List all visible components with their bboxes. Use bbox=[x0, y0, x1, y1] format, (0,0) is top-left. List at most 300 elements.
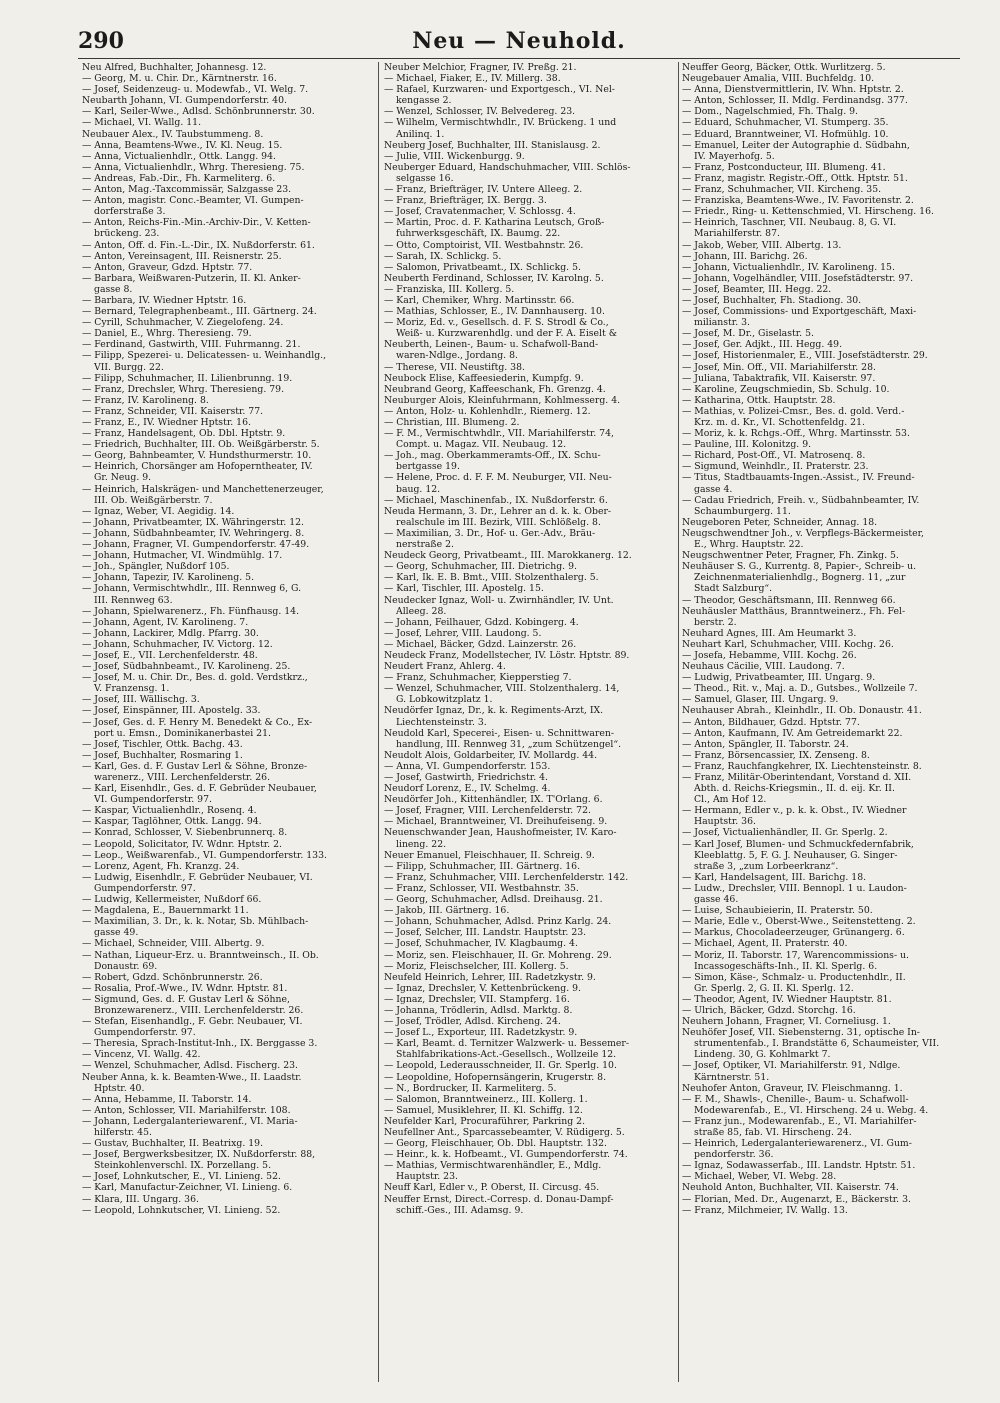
directory-entry: Schaumburgerg. 11. bbox=[694, 505, 791, 517]
directory-entry: lineng. 22. bbox=[396, 838, 447, 850]
directory-entry: Neuber Melchior, Fragner, IV. Preßg. 21. bbox=[384, 62, 577, 73]
directory-entry: — Georg, M. u. Chir. Dr., Kärntnerstr. 16. bbox=[82, 73, 277, 85]
directory-entry: Neubarth Johann, VI. Gumpendorferstr. 40. bbox=[82, 95, 287, 107]
directory-entry: — Katharina, Ottk. Hauptstr. 28. bbox=[682, 394, 836, 406]
directory-entry: — Franz, E., IV. Wiedner Hptstr. 16. bbox=[82, 417, 251, 428]
directory-entry: — Karl, Beamt. d. Ternitzer Walzwerk- u. Bessemer- bbox=[384, 1038, 630, 1050]
directory-entry: — Heinr., k. k. Hofbeamt., VI. Gumpendorferstr. 74. bbox=[384, 1149, 628, 1161]
directory-entry: Neugschwendtner Joh., v. Verpflegs-Bäckermeister, bbox=[682, 527, 924, 539]
directory-entry: Neudold Karl, Specerei-, Eisen- u. Schnittwaren- bbox=[384, 727, 614, 739]
directory-entry: — Moriz, Fleischselcher, III. Kollerg. 5. bbox=[384, 960, 569, 972]
directory-entry: — Joh., mag. Oberkammeramts-Off., IX. Schu- bbox=[384, 450, 601, 462]
directory-entry: Neuberg Josef, Buchhalter, III. Stanislausg. 2. bbox=[384, 139, 601, 151]
directory-entry: VI. Gumpendorferstr. 97. bbox=[94, 794, 212, 806]
directory-entry: — Josef, Schuhmacher, IV. Klagbaumg. 4. bbox=[384, 938, 578, 950]
directory-entry: fuhrwerksgeschäft, IX. Baumg. 22. bbox=[396, 228, 561, 240]
column-divider bbox=[378, 62, 379, 1382]
directory-entry: — Anton, Schlosser, II. Mdlg. Ferdinandsg. 377. bbox=[682, 95, 908, 107]
directory-entry: — Stefan, Eisenhandlg., F. Gebr. Neubauer, VI. bbox=[82, 1016, 303, 1028]
directory-entry: — Karl, Tischler, III. Apostelg. 15. bbox=[384, 583, 544, 595]
directory-entry: Hauptstr. 23. bbox=[396, 1171, 458, 1183]
directory-entry: — Karl, Ges. d. F. Gustav Lerl & Söhne, Bronze- bbox=[82, 760, 308, 772]
directory-entry: — Anton, magistr. Conc.-Beamter, VI. Gumpen- bbox=[82, 195, 304, 207]
directory-entry: brückeng. 23. bbox=[94, 228, 160, 240]
column-divider bbox=[678, 62, 679, 1382]
directory-entry: VII. Burgg. 22. bbox=[94, 361, 164, 373]
directory-entry: — Luise, Schaubieierin, II. Praterstr. 50. bbox=[682, 905, 873, 917]
column-middle bbox=[384, 62, 676, 1392]
directory-entry: — Josef L., Exporteur, III. Radetzkystr. 9. bbox=[384, 1027, 578, 1039]
directory-entry: Neuenschwander Jean, Haushofmeister, IV. Karo- bbox=[384, 827, 617, 839]
directory-entry: — Johann, Südbahnbeamter, IV. Wehringerg. 8. bbox=[82, 527, 305, 539]
directory-entry: — Franz, Rauchfangkehrer, IX. Liechtensteinstr. 8. bbox=[682, 760, 922, 772]
directory-entry: — Johann, Victualienhdlr., IV. Karolineng. 15. bbox=[682, 261, 895, 273]
directory-entry: — Anton, Mag.-Taxcommissär, Salzgasse 23. bbox=[82, 184, 292, 196]
directory-entry: — Ferdinand, Gastwirth, VIII. Fuhrmanng. 21. bbox=[82, 339, 301, 351]
directory-entry: — Josef, Beamter, III. Hegg. 22. bbox=[682, 283, 832, 295]
directory-entry: Neuhäusler Matthäus, Branntweinerz., Fh. Fel- bbox=[682, 605, 906, 617]
directory-entry: — Nathan, Liqueur-Erz. u. Branntweinsch., II. Ob. bbox=[82, 949, 319, 961]
directory-entry: schiff.-Ges., III. Adamsg. 9. bbox=[396, 1204, 524, 1216]
directory-entry: — Michael, Branntweiner, VI. Dreihufeiseng. 9. bbox=[384, 816, 608, 828]
directory-entry: — Josef, Victualienhändler, II. Gr. Sperlg. 2. bbox=[682, 827, 888, 839]
directory-entry: Mariahilferstr. 87. bbox=[694, 228, 780, 240]
directory-entry: — Ludwig, Kellermeister, Nußdorf 66. bbox=[82, 894, 262, 906]
directory-entry: — Leop., Weißwarenfab., VI. Gumpendorferstr. 133. bbox=[82, 849, 327, 861]
directory-entry: — Josef, Selcher, III. Landstr. Hauptstr. 23. bbox=[384, 927, 587, 939]
directory-entry: — Filipp, Schuhmacher, II. Lilienbrunng. 19. bbox=[82, 372, 293, 384]
directory-entry: E., Whrg. Hauptstr. 22. bbox=[694, 539, 804, 551]
directory-entry: — Josef, Fragner, VIII. Lerchenfelderstr. 72. bbox=[384, 805, 591, 817]
directory-entry: — Ignaz, Sodawasserfab., III. Landstr. Hptstr. 51. bbox=[682, 1160, 916, 1172]
directory-entry: Neugeboren Peter, Schneider, Annag. 18. bbox=[682, 516, 878, 528]
page-number: 290 bbox=[78, 28, 124, 54]
header-rule bbox=[78, 58, 960, 59]
directory-entry: pendorferstr. 36. bbox=[694, 1149, 774, 1161]
directory-entry: strumentenfab., I. Brandstätte 6, Schaumeister, VII. bbox=[694, 1038, 940, 1050]
directory-entry: gasse 4. bbox=[694, 483, 733, 495]
directory-entry: — Samuel, Glaser, III. Ungarg. 9. bbox=[682, 694, 839, 706]
directory-entry: — Florian, Med. Dr., Augenarzt, E., Bäckerstr. 3. bbox=[682, 1193, 911, 1205]
directory-entry: — Franz, IV. Karolineng. 8. bbox=[82, 394, 209, 406]
directory-entry: — Anna, Dienstvermittlerin, IV. Whn. Hptstr. 2. bbox=[682, 84, 904, 96]
directory-entry: warenerz., VIII. Lerchenfelderstr. 26. bbox=[94, 772, 271, 783]
directory-entry: Anilinq. 1. bbox=[396, 128, 445, 140]
directory-entry: — Juliana, Tabaktrafik, VII. Kaiserstr. 97. bbox=[682, 372, 876, 384]
directory-entry: dorferstraße 3. bbox=[94, 206, 166, 218]
directory-entry: — Cadau Friedrich, Freih. v., Südbahnbeamter, IV. bbox=[682, 494, 920, 506]
directory-entry: — Georg, Schuhmacher, Adlsd. Dreihausg. 21. bbox=[384, 894, 603, 906]
directory-entry: — Moriz, II. Taborstr. 17, Warencommissions- u. bbox=[682, 949, 909, 961]
directory-entry: gasse 8. bbox=[94, 283, 133, 295]
directory-entry: — Johann, Vermischtwhdlr., III. Rennweg 6, G. bbox=[82, 583, 302, 595]
directory-entry: — Franz, magistr. Registr.-Off., Ottk. Hptstr. 51. bbox=[682, 172, 908, 184]
directory-entry: straße 85, fab. VI. Hirscheng. 24. bbox=[694, 1127, 852, 1138]
directory-entry: — Theodor, Geschäftsmann, III. Rennweg 66. bbox=[682, 594, 896, 606]
directory-entry: — Helene, Proc. d. F. F. M. Neuburger, VII. Neu- bbox=[384, 472, 612, 484]
directory-entry: III. Rennweg 63. bbox=[94, 594, 173, 606]
column-right bbox=[682, 62, 974, 1392]
directory-entry: — Karl, Chemiker, Whrg. Martinsstr. 66. bbox=[384, 294, 575, 306]
directory-entry: — Karl, Seiler-Wwe., Adlsd. Schönbrunnerstr. 30. bbox=[82, 106, 315, 118]
directory-entry: — Franz, Börsencassier, IX. Zenseng. 8. bbox=[682, 749, 870, 761]
directory-entry: Neuberth Ferdinand, Schlosser, IV. Karolng. 5. bbox=[384, 272, 604, 284]
directory-entry: — Anna, VI. Gumpendorferstr. 153. bbox=[384, 760, 551, 772]
directory-entry: Cl., Am Hof 12. bbox=[694, 794, 767, 806]
directory-entry: milianstr. 3. bbox=[694, 317, 750, 329]
directory-entry: — Sarah, IX. Schlickg. 5. bbox=[384, 250, 502, 262]
directory-entry: — Johann, Privatbeamter, IX. Währingerstr. 12. bbox=[82, 516, 304, 528]
directory-entry: Neuda Hermann, 3. Dr., Lehrer an d. k. k. Ober- bbox=[384, 505, 612, 517]
directory-entry: — Anton, Schlosser, VII. Mariahilferstr. 108. bbox=[82, 1104, 291, 1116]
directory-entry: — Anna, Beamtens-Wwe., IV. Kl. Neug. 15. bbox=[82, 139, 283, 151]
directory-entry: — Theod., Rit. v., Maj. a. D., Gutsbes., Wollzeile 7. bbox=[682, 683, 918, 695]
directory-entry: III. Ob. Weißgärberstr. 7. bbox=[94, 494, 213, 506]
directory-entry: — Franz, Schuhmacher, Kiepperstieg 7. bbox=[384, 672, 572, 684]
directory-entry: Abth. d. Reichs-Kriegsmin., II. d. eij. Kr. II. bbox=[694, 783, 895, 795]
directory-entry: — Josef, Trödler, Adlsd. Kircheng. 24. bbox=[384, 1016, 561, 1028]
directory-entry: Neuff Karl, Edler v., P. Oberst, II. Circusg. 45. bbox=[384, 1182, 600, 1194]
directory-entry: — Josef, Buchhalter, Rosmaring 1. bbox=[82, 749, 243, 761]
directory-entry: Neudörfer Joh., Kittenhändler, IX. T'Orlang. 6. bbox=[384, 794, 603, 806]
directory-entry: — Josef, Seidenzeug- u. Modewfab., VI. Welg. 7. bbox=[82, 84, 309, 96]
directory-entry: — Josef, Min. Off., VII. Mariahilferstr. 28. bbox=[682, 361, 876, 373]
directory-entry: Neudert Franz, Ahlerg. 4. bbox=[384, 661, 506, 673]
directory-entry: — Moriz, sen. Fleischhauer, II. Gr. Mohreng. 29. bbox=[384, 949, 612, 961]
directory-entry: — Dom., Nagelschmied, Fh. Thalg. 9. bbox=[682, 106, 858, 118]
directory-entry: — Daniel, E., Whrg. Theresieng. 79. bbox=[82, 328, 252, 340]
directory-entry: — Ludw., Drechsler, VIII. Bennopl. 1 u. Laudon- bbox=[682, 882, 907, 894]
directory-entry: — Georg, Bahnbeamter, V. Hundsthurmerstr. 10. bbox=[82, 450, 312, 462]
directory-entry: Gr. Neug. 9. bbox=[94, 472, 152, 484]
directory-entry: — Michael, Fiaker, E., IV. Millerg. 38. bbox=[384, 73, 561, 85]
directory-entry: — Josef, Historienmaler, E., VIII. Josefstädterstr. 29. bbox=[682, 350, 928, 362]
directory-entry: — Mathias, v. Polizei-Cmsr., Bes. d. gold. Verd.- bbox=[682, 405, 905, 417]
directory-entry: — Anton, Reichs-Fin.-Min.-Archiv-Dir., V. Ketten- bbox=[82, 217, 311, 229]
directory-entry: — Josef, Ger. Adjkt., III. Hegg. 49. bbox=[682, 339, 843, 351]
directory-entry: — Johann, Hutmacher, VI. Windmühlg. 17. bbox=[82, 550, 283, 562]
running-title: Neu — Neuhold. bbox=[412, 28, 626, 54]
directory-entry: kengasse 2. bbox=[396, 95, 452, 107]
directory-entry: — Josefa, Hebamme, VIII. Kochg. 26. bbox=[682, 649, 857, 661]
directory-entry: nerstraße 2. bbox=[396, 539, 454, 551]
directory-entry: — Leopoldine, Hofopernsängerin, Krugerstr. 8. bbox=[384, 1071, 607, 1083]
directory-entry: Gr. Sperlg. 2, G. II. Kl. Sperlg. 12. bbox=[694, 982, 854, 994]
directory-entry: — Josef, Lehrer, VIII. Laudong. 5. bbox=[384, 627, 542, 639]
directory-entry: — Ludwig, Privatbeamter, III. Ungarg. 9. bbox=[682, 672, 876, 684]
directory-entry: Gumpendorferstr. 97. bbox=[94, 882, 196, 894]
directory-entry: — Franz, Briefträger, IV. Untere Alleeg. 2. bbox=[384, 184, 583, 196]
directory-entry: — Josef, Optiker, VI. Mariahilferstr. 91, Ndlge. bbox=[682, 1060, 901, 1072]
directory-entry: Neuberger Eduard, Handschuhmacher, VIII. Schlös- bbox=[384, 161, 631, 173]
directory-entry: — Christian, III. Blumeng. 2. bbox=[384, 417, 520, 428]
directory-entry: — Franziska, Beamtens-Wwe., IV. Favoritenstr. 2. bbox=[682, 195, 914, 207]
directory-entry: — Robert, Gdzd. Schönbrunnerstr. 26. bbox=[82, 971, 263, 983]
directory-entry: — Josef, E., VII. Lerchenfelderstr. 48. bbox=[82, 649, 258, 661]
directory-entry: — Friedr., Ring- u. Kettenschmied, VI. Hirscheng. 16. bbox=[682, 206, 934, 218]
directory-entry: — Johann, Ledergalanteriewarenf., VI. Maria- bbox=[82, 1115, 298, 1127]
directory-entry: — Leopold, Solicitator, IV. Wdnr. Hptstr. 2. bbox=[82, 838, 282, 850]
directory-entry: Hptstr. 40. bbox=[94, 1082, 145, 1094]
directory-entry: — Franz jun., Modewarenfab., E., VI. Mariahilfer- bbox=[682, 1115, 917, 1127]
directory-entry: — Josef, Lohnkutscher, E., VI. Linieng. 52. bbox=[82, 1171, 281, 1183]
directory-entry: — Michael, Bäcker, Gdzd. Lainzerstr. 26. bbox=[384, 638, 577, 650]
directory-entry: — Josef, Cravatenmacher, V. Schlossg. 4. bbox=[384, 206, 576, 218]
directory-entry: — Georg, Fleischhauer, Ob. Dbl. Hauptstr. 132. bbox=[384, 1138, 607, 1150]
directory-entry: — Emanuel, Leiter der Autographie d. Südbahn, bbox=[682, 139, 910, 151]
directory-entry: — Johann, Spielwarenerz., Fh. Fünfhausg. 14. bbox=[82, 605, 300, 617]
directory-entry: — Johann, Schuhmacher, IV. Victorg. 12. bbox=[82, 638, 273, 650]
directory-entry: — Ludwig, Eisenhdlr., F. Gebrüder Neubauer, VI. bbox=[82, 871, 313, 883]
directory-entry: — Maximilian, 3. Dr., k. k. Notar, Sb. Mühlbach- bbox=[82, 916, 309, 928]
directory-entry: realschule im III. Bezirk, VIII. Schlößelg. 8. bbox=[396, 516, 601, 528]
directory-entry: Neuhard Agnes, III. Am Heumarkt 3. bbox=[682, 627, 857, 639]
directory-entry: Neudeck Franz, Modellstecher, IV. Löstr. Hptstr. 89. bbox=[384, 649, 630, 661]
directory-entry: Neuhauser Abrah., Kleinhdlr., II. Ob. Donaustr. 41. bbox=[682, 705, 922, 717]
directory-entry: — Anna, Victualienhdlr., Whrg. Theresieng. 75. bbox=[82, 161, 305, 173]
directory-entry: Stadt Salzburg“. bbox=[694, 583, 773, 595]
directory-entry: — Karl, Ik. E. B. Bmt., VIII. Stolzenthalerg. 5. bbox=[384, 572, 599, 584]
directory-entry: — Michael, Agent, II. Praterstr. 40. bbox=[682, 938, 848, 950]
directory-entry: port u. Emsn., Dominikanerbastei 21. bbox=[94, 727, 271, 739]
directory-entry: — Cyrill, Schuhmacher, V. Ziegelofeng. 24. bbox=[82, 317, 284, 329]
directory-entry: — Josef, Südbahnbeamt., IV. Karolineng. 25. bbox=[82, 661, 291, 673]
directory-entry: — Franz, Schlosser, VII. Westbahnstr. 35. bbox=[384, 882, 579, 894]
directory-entry: Neuburger Alois, Kleinfuhrmann, Kohlmesserg. 4. bbox=[384, 394, 621, 406]
directory-entry: Neuhart Karl, Schuhmacher, VIII. Kochg. 26. bbox=[682, 638, 894, 650]
directory-entry: Neuhofer Anton, Graveur, IV. Fleischmanng. 1. bbox=[682, 1082, 903, 1094]
directory-entry: — Filipp, Spezerei- u. Delicatessen- u. Weinhandlg., bbox=[82, 350, 327, 362]
directory-entry: Neudecker Ignaz, Woll- u. Zwirnhändler, IV. Unt. bbox=[384, 594, 614, 606]
directory-entry: Stahlfabrikations-Act.-Gesellsch., Wollzeile 12. bbox=[396, 1049, 617, 1061]
directory-entry: — Karoline, Zeugschmiedin, Sb. Schulg. 10. bbox=[682, 383, 890, 395]
directory-entry: Neudorf Lorenz, E., IV. Schelmg. 4. bbox=[384, 783, 551, 795]
directory-entry: — Anna, Hebamme, II. Taborstr. 14. bbox=[82, 1093, 252, 1105]
directory-entry: — Julie, VIII. Wickenburgg. 9. bbox=[384, 150, 525, 162]
directory-entry: — Wenzel, Schlosser, IV. Belvedereg. 23. bbox=[384, 106, 576, 118]
directory-entry: Kleeblattg. 5, F. G. J. Neuhauser, G. Singer- bbox=[694, 849, 898, 861]
directory-entry: — Karl, Manufactur-Zeichner, VI. Linieng. 6. bbox=[82, 1182, 293, 1194]
directory-entry: — Marie, Edle v., Oberst-Wwe., Seitenstetteng. 2. bbox=[682, 916, 916, 928]
directory-entry: — Sigmund, Ges. d. F. Gustav Lerl & Söhne, bbox=[82, 993, 290, 1005]
directory-entry: — Wenzel, Schuhmacher, Adlsd. Fischerg. 23. bbox=[82, 1060, 299, 1072]
directory-entry: handlung, III. Rennweg 31, „zum Schützengel“. bbox=[396, 738, 622, 750]
directory-entry: — Franz, Schuhmacher, VII. Kircheng. 35. bbox=[682, 184, 882, 196]
directory-entry: Neufellner Ant., Sparcassebeamter, V. Rüdigerg. 5. bbox=[384, 1127, 625, 1138]
directory-entry: — Therese, VII. Neustiftg. 38. bbox=[384, 361, 525, 373]
directory-entry: Neugschwentner Peter, Fragner, Fh. Zinkg. 5. bbox=[682, 550, 899, 562]
directory-entry: — Michael, Maschinenfab., IX. Nußdorferstr. 6. bbox=[384, 494, 608, 506]
directory-entry: gasse 49. bbox=[94, 927, 139, 939]
directory-entry: gasse 46. bbox=[694, 894, 739, 906]
directory-entry: berstr. 2. bbox=[694, 616, 737, 628]
directory-entry: waren-Ndlge., Jordang. 8. bbox=[396, 350, 518, 362]
directory-entry: — Heinrich, Ledergalanteriewarenerz., VI. Gum- bbox=[682, 1138, 912, 1150]
directory-entry: — Salomon, Privatbeamt., IX. Schlickg. 5. bbox=[384, 261, 581, 273]
directory-entry: IV. Mayerhofg. 5. bbox=[694, 150, 775, 162]
directory-entry: — Filipp, Schuhmacher, III. Gärtnerg. 16. bbox=[384, 860, 581, 872]
directory-entry: — Moriz, Ed. v., Gesellsch. d. F. S. Strodl & Co., bbox=[384, 317, 609, 329]
directory-entry: — Wilhelm, Vermischtwhdlr., IV. Brückeng. 1 und bbox=[384, 117, 617, 129]
column-left bbox=[82, 62, 374, 1392]
directory-entry: — Theresia, Sprach-Institut-Inh., IX. Berggasse 3. bbox=[82, 1038, 318, 1050]
directory-entry: — Josef, III. Wällischg. 3. bbox=[82, 694, 200, 706]
directory-entry: — Barbara, IV. Wiedner Hptstr. 16. bbox=[82, 294, 247, 306]
directory-entry: — Josef, M. Dr., Giselastr. 5. bbox=[682, 328, 814, 340]
directory-entry: — Wenzel, Schuhmacher, VIII. Stolzenthalerg. 14, bbox=[384, 683, 620, 695]
directory-entry: Alleeg. 28. bbox=[396, 605, 447, 617]
directory-entry: — Michael, Schneider, VIII. Albertg. 9. bbox=[82, 938, 265, 950]
directory-entry: — Magdalena, E., Bauernmarkt 11. bbox=[82, 905, 249, 917]
directory-entry: Neuhaus Cäcilie, VIII. Laudong. 7. bbox=[682, 661, 845, 673]
directory-entry: — Otto, Comptoirist, VII. Westbahnstr. 26. bbox=[384, 239, 584, 251]
directory-entry: — Titus, Stadtbauamts-Ingen.-Assist., IV. Freund- bbox=[682, 472, 915, 484]
directory-entry: — Jakob, III. Gärtnerg. 16. bbox=[384, 905, 510, 917]
directory-entry: — Jakob, Weber, VIII. Albertg. 13. bbox=[682, 239, 842, 251]
directory-entry: — Josef, M. u. Chir. Dr., Bes. d. gold. Verdstkrz., bbox=[82, 672, 308, 684]
directory-entry: — Georg, Schuhmacher, III. Dietrichg. 9. bbox=[384, 561, 577, 573]
page-header bbox=[78, 24, 960, 60]
directory-entry: — Karl Josef, Blumen- und Schmuckfedernfabrik, bbox=[682, 838, 914, 850]
directory-entry: — Rafael, Kurzwaren- und Exportgesch., VI. Nel- bbox=[384, 84, 615, 96]
directory-entry: — Anton, Graveur, Gdzd. Hptstr. 77. bbox=[82, 261, 253, 273]
directory-entry: — Martin, Proc. d. F. Katharina Leutsch, Groß- bbox=[384, 217, 605, 229]
directory-entry: Neu Alfred, Buchhalter, Johannesg. 12. bbox=[82, 62, 267, 73]
directory-entry: Incassogeschäfts-Inh., II. Kl. Sperlg. 6. bbox=[694, 960, 878, 972]
directory-entry: — Rosalia, Prof.-Wwe., IV. Wdnr. Hptstr. 81. bbox=[82, 982, 288, 994]
directory-entry: — Ignaz, Drechsler, V. Kettenbrückeng. 9. bbox=[384, 982, 581, 994]
directory-entry: Donaustr. 69. bbox=[94, 960, 158, 972]
directory-entry: — Vincenz, VI. Wallg. 42. bbox=[82, 1049, 201, 1061]
directory-entry: — Johann, III. Barichg. 26. bbox=[682, 250, 808, 262]
directory-entry: baug. 12. bbox=[396, 483, 441, 495]
directory-entry: — Lorenz, Agent, Fh. Kranzg. 24. bbox=[82, 860, 240, 872]
directory-entry: — Friedrich, Buchhalter, III. Ob. Weißgärberstr. 5. bbox=[82, 439, 320, 451]
directory-entry: — Mathias, Schlosser, E., IV. Dannhauserg. 10. bbox=[384, 306, 605, 318]
directory-entry: Neuhold Anton, Buchhalter, VII. Kaiserstr. 74. bbox=[682, 1182, 899, 1194]
directory-entry: — Ulrich, Bäcker, Gdzd. Storchg. 16. bbox=[682, 1004, 856, 1016]
directory-entry: Neuber Anna, k. k. Beamten-Wwe., II. Laadstr. bbox=[82, 1071, 302, 1083]
directory-entry: — Barbara, Weißwaren-Putzerin, II. Kl. Anker- bbox=[82, 272, 301, 284]
directory-entry: Neufeld Heinrich, Lehrer, III. Radetzkystr. 9. bbox=[384, 971, 596, 983]
directory-entry: — Mathias, Vermischtwarenhändler, E., Mdlg. bbox=[384, 1160, 602, 1172]
directory-entry: — Josef, Commissions- und Exportgeschäft, Maxi- bbox=[682, 306, 917, 318]
directory-entry: Neudeck Georg, Privatbeamt., III. Marokkanerg. 12. bbox=[384, 550, 632, 562]
directory-entry: — F. M., Shawls-, Chenille-, Baum- u. Schafwoll- bbox=[682, 1093, 909, 1105]
directory-entry: — Josef, Einspänner, III. Apostelg. 33. bbox=[82, 705, 261, 717]
directory-entry: Neubrand Georg, Kaffeeschank, Fh. Grenzg. 4. bbox=[384, 383, 606, 395]
directory-entry: — Franz, Militär-Oberintendant, Vorstand d. XII. bbox=[682, 772, 912, 783]
directory-entry: — Franz, Schuhmacher, VIII. Lerchenfelderstr. 142. bbox=[384, 871, 629, 883]
directory-entry: — Franz, Drechsler, Whrg. Theresieng. 79. bbox=[82, 383, 285, 395]
directory-entry: — Kaspar, Taglöhner, Ottk. Langg. 94. bbox=[82, 816, 262, 828]
directory-entry: — Anton, Kaufmann, IV. Am Getreidemarkt 22. bbox=[682, 727, 903, 739]
directory-entry: — Franz, Handelsagent, Ob. Dbl. Hptstr. 9. bbox=[82, 428, 286, 440]
directory-entry: — Johann, Fragner, VI. Gumpendorferstr. 47-49. bbox=[82, 539, 310, 551]
directory-entry: — Salomon, Branntweinerz., III. Kollerg. 1. bbox=[384, 1093, 588, 1105]
directory-entry: Liechtensteinstr. 3. bbox=[396, 716, 487, 728]
directory-entry: — Johann, Feilhauer, Gdzd. Kobingerg. 4. bbox=[384, 616, 579, 628]
directory-entry: — Josef, Tischler, Ottk. Bachg. 43. bbox=[82, 738, 243, 750]
directory-entry: — Heinrich, Chorsänger am Hofoperntheater, IV. bbox=[82, 461, 313, 473]
directory-entry: — Heinrich, Taschner, VII. Neubaug. 8, G. VI. bbox=[682, 217, 897, 229]
directory-entry: — Pauline, III. Kolonitzg. 9. bbox=[682, 439, 812, 451]
directory-entry: — Anton, Off. d. Fin.-L.-Dir., IX. Nußdorferstr. 61. bbox=[82, 239, 315, 251]
directory-entry: Neubock Elise, Kaffeesiederin, Kumpfg. 9. bbox=[384, 372, 584, 384]
directory-entry: — Franz, Schneider, VII. Kaiserstr. 77. bbox=[82, 405, 264, 417]
directory-entry: — Andreas, Fab.-Dir., Fh. Karmeliterg. 6. bbox=[82, 172, 276, 184]
directory-entry: Neuer Emanuel, Fleischhauer, II. Schreig. 9. bbox=[384, 849, 595, 861]
directory-entry: — Michael, VI. Wallg. 11. bbox=[82, 117, 202, 129]
directory-entry: — Heinrich, Halskrägen- und Manchettenerzeuger, bbox=[82, 483, 324, 495]
directory-entry: — Karl, Eisenhdlr., Ges. d. F. Gebrüder Neubauer, bbox=[82, 783, 317, 795]
directory-entry: — Eduard, Schuhmacher, VI. Stumperg. 35. bbox=[682, 117, 889, 129]
directory-entry: — Ignaz, Weber, VI. Aegidig. 14. bbox=[82, 505, 235, 517]
directory-entry: — Franz, Milchmeier, IV. Wallg. 13. bbox=[682, 1204, 848, 1216]
directory-entry: Neubauer Alex., IV. Taubstummeng. 8. bbox=[82, 128, 264, 140]
directory-entry: — Joh., Spängler, Nußdorf 105. bbox=[82, 561, 230, 573]
directory-entry: Neudörfer Ignaz, Dr., k. k. Regiments-Arzt, IX. bbox=[384, 705, 604, 717]
directory-entry: — Anton, Spängler, II. Taborstr. 24. bbox=[682, 738, 849, 750]
directory-entry: — Leopold, Lohnkutscher, VI. Linieng. 52. bbox=[82, 1204, 281, 1216]
directory-entry: Neuffer Ernst, Direct.-Corresp. d. Donau-Dampf- bbox=[384, 1193, 614, 1205]
directory-entry: — Hermann, Edler v., p. k. k. Obst., IV. Wiedner bbox=[682, 805, 907, 817]
directory-entry: — Josef, Bergwerksbesitzer, IX. Nußdorferstr. 88, bbox=[82, 1149, 316, 1161]
directory-entry: — Leopold, Lederausschneider, II. Gr. Sperlg. 10. bbox=[384, 1060, 617, 1072]
directory-entry: — N., Bordrucker, II. Karmeliterg. 5. bbox=[384, 1082, 557, 1094]
directory-entry: — Kaspar, Victualienhdlr., Rosenq. 4. bbox=[82, 805, 257, 817]
directory-entry: Gumpendorferstr. 97. bbox=[94, 1027, 196, 1039]
directory-entry: Krz. m. d. Kr., VI. Schottenfeldg. 21. bbox=[694, 417, 865, 428]
directory-entry: — F. M., Vermischtwhdlr., VII. Mariahilferstr. 74, bbox=[384, 428, 614, 440]
directory-entry: Neuhöfer Josef, VII. Siebensterng. 31, optische In- bbox=[682, 1027, 920, 1039]
directory-entry: — Franz, Postconducteur, III. Blumeng. 41. bbox=[682, 161, 886, 173]
directory-entry: — Sigmund, Weinhdlr., II. Praterstr. 23. bbox=[682, 461, 869, 473]
directory-entry: — Karl, Handelsagent, III. Barichg. 18. bbox=[682, 871, 867, 883]
directory-entry: G. Lobkowitzplatz 1. bbox=[396, 694, 493, 706]
directory-entry: — Konrad, Schlosser, V. Siebenbrunnerq. 8. bbox=[82, 827, 288, 839]
directory-entry: — Josef, Ges. d. F. Henry M. Benedekt & Co., Ex- bbox=[82, 716, 313, 728]
directory-entry: — Maximilian, 3. Dr., Hof- u. Ger.-Adv., Bräu- bbox=[384, 527, 596, 539]
directory-entry: Neudolt Alois, Goldarbeiter, IV. Mollardg. 44. bbox=[384, 749, 598, 761]
directory-entry: — Theodor, Agent, IV. Wiedner Hauptstr. 81. bbox=[682, 993, 892, 1005]
directory-entry: — Johann, Agent, IV. Karolineng. 7. bbox=[82, 616, 249, 628]
directory-entry: — Anton, Bildhauer, Gdzd. Hptstr. 77. bbox=[682, 716, 860, 728]
directory-entry: bertgasse 19. bbox=[396, 461, 460, 473]
directory-entry: Neufelder Karl, Procuraführer, Parkring 2. bbox=[384, 1115, 586, 1127]
directory-entry: — Josef, Buchhalter, Fh. Stadiong. 30. bbox=[682, 294, 862, 306]
directory-entry: Neuffer Georg, Bäcker, Ottk. Wurlitzerg. 5. bbox=[682, 62, 886, 73]
directory-entry: Zeichnenmaterialienhdlg., Bognerg. 11, „zur bbox=[694, 572, 906, 584]
directory-entry: Compt. u. Magaz. VII. Neubaug. 12. bbox=[396, 439, 567, 451]
directory-entry: Bronzewarenerz., VIII. Lerchenfelderstr. 26. bbox=[94, 1004, 304, 1016]
directory-entry: — Richard, Post-Off., VI. Matrosenq. 8. bbox=[682, 450, 866, 462]
directory-entry: — Anna, Victualienhdlr., Ottk. Langg. 94. bbox=[82, 150, 276, 162]
directory-entry: — Moriz, k. k. Rchgs.-Off., Whrg. Martinsstr. 53. bbox=[682, 428, 910, 440]
directory-entry: Neuhern Johann, Fragner, VI. Corneliusg. 1. bbox=[682, 1016, 891, 1028]
directory-entry: Hauptstr. 36. bbox=[694, 816, 756, 828]
directory-entry: selgasse 16. bbox=[396, 172, 454, 184]
directory-entry: V. Franzensg. 1. bbox=[94, 683, 170, 695]
directory-entry: — Klara, III. Ungarg. 36. bbox=[82, 1193, 199, 1205]
directory-entry: — Franz, Briefträger, IX. Bergg. 3. bbox=[384, 195, 547, 207]
directory-entry: — Johann, Tapezir, IV. Karolineng. 5. bbox=[82, 572, 255, 584]
directory-entry: hilferstr. 45. bbox=[94, 1127, 152, 1138]
directory-entry: Modewarenfab., E., VI. Hirscheng. 24 u. Webg. 4. bbox=[694, 1104, 929, 1116]
directory-entry: — Simon, Käse-, Schmalz- u. Productenhdlr., II. bbox=[682, 971, 906, 983]
directory-entry: — Johann, Vogelhändler, VIII. Josefstädterstr. 97. bbox=[682, 272, 914, 284]
directory-entry: — Johanna, Trödlerin, Adlsd. Marktg. 8. bbox=[384, 1004, 573, 1016]
